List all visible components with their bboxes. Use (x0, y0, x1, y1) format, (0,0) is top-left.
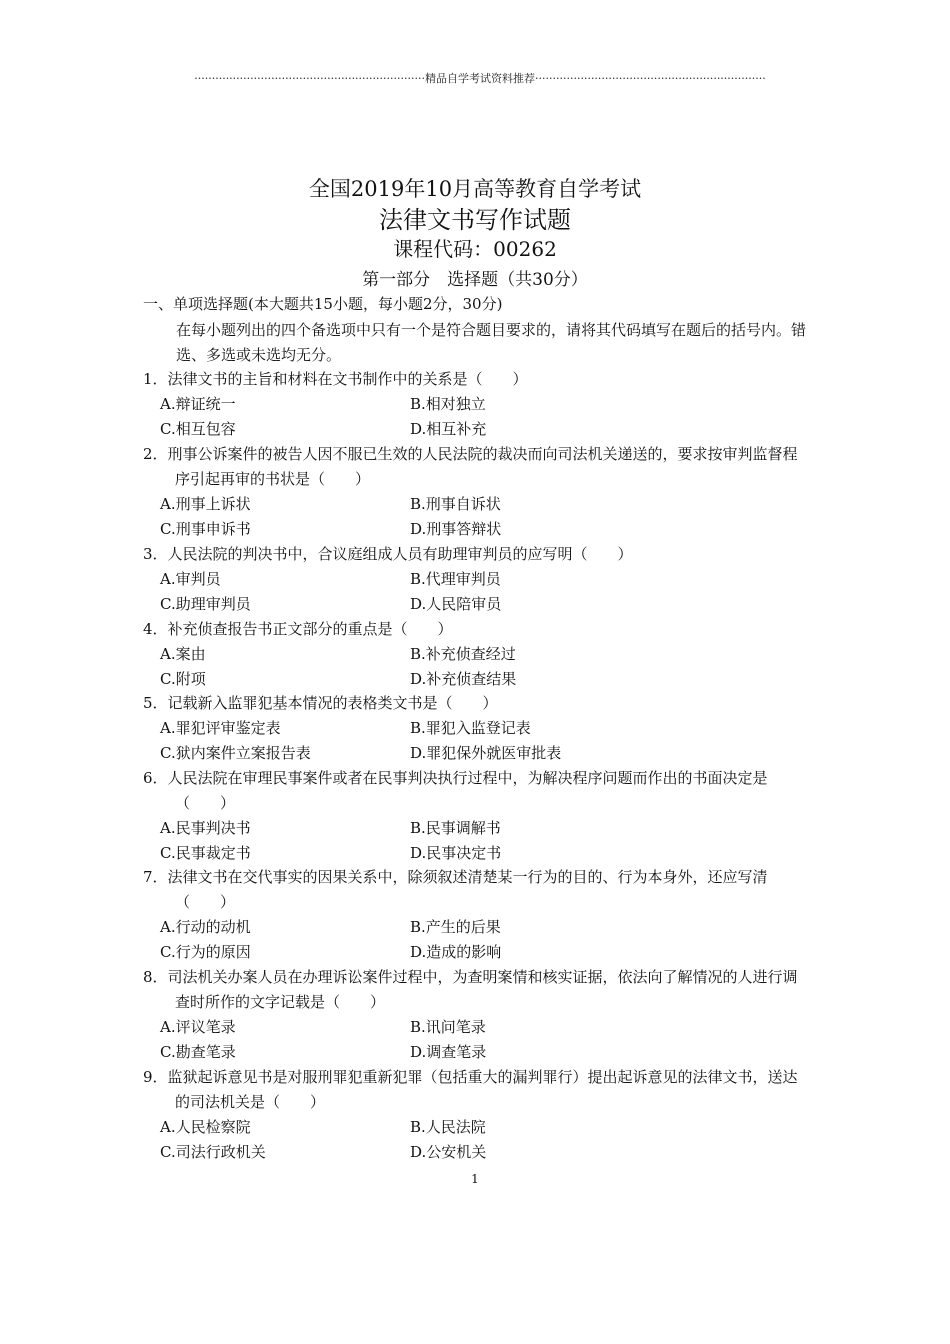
question-stem: 5．记载新入监罪犯基本情况的表格类文书是（ ） (143, 694, 498, 712)
option-c: C.勘查笔录 (160, 1043, 236, 1061)
section-instruction: 在每小题列出的四个备选项中只有一个是符合题目要求的，请将其代码填写在题后的括号内。错选、多选或未选均无分。 (176, 321, 807, 364)
option-d: D.公安机关 (410, 1143, 487, 1161)
question-stem: 8．司法机关办案人员在办理诉讼案件过程中，为查明案情和核实证据，依法向了解情况的人进行调查时所作的文字记载是（ ） (143, 968, 798, 1011)
option-a: A.案由 (160, 645, 206, 663)
option-c: C.助理审判员 (160, 595, 251, 613)
option-b: B.罪犯入监登记表 (410, 719, 531, 737)
question-4 (143, 617, 811, 642)
section-heading: 一、单项选择题(本大题共15小题，每小题2分，30分) (143, 295, 503, 313)
question-stem: 6．人民法院在审理民事案件或者在民事判决执行过程中，为解决程序问题而作出的书面决定是（ ） (143, 769, 768, 812)
option-a: A.审判员 (160, 570, 221, 588)
option-c: C.民事裁定书 (160, 844, 251, 862)
option-c: C.狱内案件立案报告表 (160, 744, 311, 762)
option-b: B.讯问笔录 (410, 1018, 486, 1036)
option-b: B.产生的后果 (410, 918, 501, 936)
option-d: D.补充侦查结果 (410, 670, 517, 688)
option-c: C.刑事申诉书 (160, 520, 251, 538)
option-a: A.人民检察院 (160, 1118, 251, 1136)
option-c: C.司法行政机关 (160, 1143, 266, 1161)
exam-title: 全国2019年10月高等教育自学考试 (308, 177, 642, 201)
course-code: 课程代码：00262 (393, 237, 557, 261)
option-b: B.刑事自诉状 (410, 495, 501, 513)
question-9 (143, 1065, 811, 1115)
option-d: D.民事决定书 (410, 844, 502, 862)
option-d: D.造成的影响 (410, 943, 502, 961)
question-3 (143, 542, 811, 567)
option-a: A.罪犯评审鉴定表 (160, 719, 281, 737)
exam-subject: 法律文书写作试题 (379, 206, 571, 234)
option-b: B.民事调解书 (410, 819, 501, 837)
option-b: B.代理审判员 (410, 570, 501, 588)
option-d: D.相互补充 (410, 420, 487, 438)
option-a: A.辩证统一 (160, 395, 236, 413)
option-c: C.附项 (160, 670, 206, 688)
option-a: A.行动的动机 (160, 918, 251, 936)
option-d: D.罪犯保外就医审批表 (410, 744, 562, 762)
question-stem: 1．法律文书的主旨和材料在文书制作中的关系是（ ） (143, 370, 528, 388)
question-6 (143, 766, 811, 816)
question-7 (143, 865, 811, 915)
option-c: C.行为的原因 (160, 943, 251, 961)
option-b: B.相对独立 (410, 395, 486, 413)
question-8 (143, 965, 811, 1015)
question-stem: 2．刑事公诉案件的被告人因不服已生效的人民法院的裁决而向司法机关递送的，要求按审判监督程序引起再审的书状是（ ） (143, 445, 798, 488)
option-b: B.补充侦查经过 (410, 645, 516, 663)
question-1 (143, 367, 811, 392)
option-c: C.相互包容 (160, 420, 236, 438)
question-stem: 9．监狱起诉意见书是对服刑罪犯重新犯罪（包括重大的漏判罪行）提出起诉意见的法律文书，送达的司法机关是（ ） (143, 1068, 798, 1111)
option-a: A.评议笔录 (160, 1018, 236, 1036)
page-header: ··································································精品自学考试资料推荐·································································· (194, 72, 766, 85)
question-stem: 7．法律文书在交代事实的因果关系中，除须叙述清楚某一行为的目的、行为本身外，还应写清（ ） (143, 868, 768, 911)
part-heading: 第一部分 选择题（共30分） (362, 270, 588, 290)
question-stem: 3．人民法院的判决书中，合议庭组成人员有助理审判员的应写明（ ） (143, 545, 633, 563)
question-stem: 4．补充侦查报告书正文部分的重点是（ ） (143, 620, 453, 638)
question-2 (143, 442, 811, 492)
option-d: D.人民陪审员 (410, 595, 502, 613)
option-b: B.人民法院 (410, 1118, 486, 1136)
option-a: A.刑事上诉状 (160, 495, 251, 513)
question-5 (143, 691, 811, 716)
option-a: A.民事判决书 (160, 819, 251, 837)
option-d: D.调查笔录 (410, 1043, 487, 1061)
option-d: D.刑事答辩状 (410, 520, 502, 538)
page-number: 1 (471, 1172, 479, 1186)
